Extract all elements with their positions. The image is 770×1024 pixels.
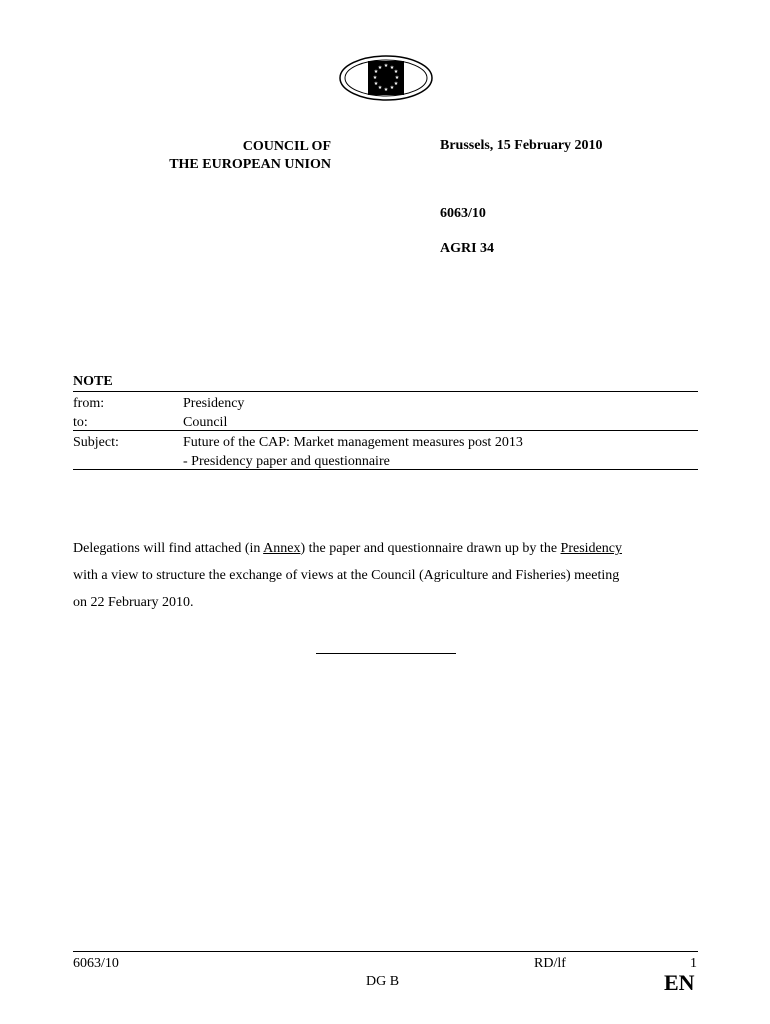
subject-line-2: - Presidency paper and questionnaire [183,454,390,469]
note-rule-bottom [73,469,698,470]
place-and-date: Brussels, 15 February 2010 [440,138,603,153]
section-separator [316,653,456,654]
subject-line-1: Future of the CAP: Market management measures post 2013 [183,435,523,450]
svg-text:★: ★ [383,63,389,69]
svg-text:★: ★ [372,75,378,81]
to-label: to: [73,415,88,430]
issuer-line-2: THE EUROPEAN UNION [169,157,331,172]
note-rule-top [73,391,698,392]
body-paragraph [73,535,698,616]
footer-page-number: 1 [690,956,697,971]
footer-rule [73,951,698,952]
issuer-line-1: COUNCIL OF [242,139,331,154]
body-line-2: with a view to structure the exchange of views at the Council (Agriculture and Fisheries) meeting [73,568,620,583]
svg-text:★: ★ [377,65,383,71]
note-rule-middle [73,430,698,431]
from-label: from: [73,396,105,411]
body-text-segment: Delegations will find attached (in [73,541,264,556]
footer-doc-number: 6063/10 [73,956,119,971]
footer-initials: RD/lf [534,956,566,971]
to-value: Council [183,415,228,430]
annex-link[interactable]: Annex [263,541,301,556]
svg-text:★: ★ [394,75,400,81]
footer-department: DG B [366,974,400,989]
svg-text:★: ★ [373,69,379,75]
language-code: EN [664,970,695,995]
svg-text:★: ★ [377,85,383,91]
from-value: Presidency [183,396,245,411]
svg-text:★: ★ [393,81,399,87]
issuer-name [120,138,331,174]
document-number: 6063/10 [440,206,486,221]
note-title: NOTE [73,374,113,389]
document-code: AGRI 34 [440,241,495,256]
subject-label: Subject: [73,435,119,450]
svg-text:★: ★ [373,81,379,87]
presidency-link[interactable]: Presidency [560,541,622,556]
body-line-1 [73,535,698,562]
body-line-3: on 22 February 2010. [73,595,194,610]
svg-text:★: ★ [389,65,395,71]
svg-text:★: ★ [389,85,395,91]
svg-text:★: ★ [393,69,399,75]
council-emblem-logo [338,52,434,104]
body-text-segment: ) the paper and questionnaire drawn up by the [300,541,561,556]
svg-text:★: ★ [383,87,389,93]
